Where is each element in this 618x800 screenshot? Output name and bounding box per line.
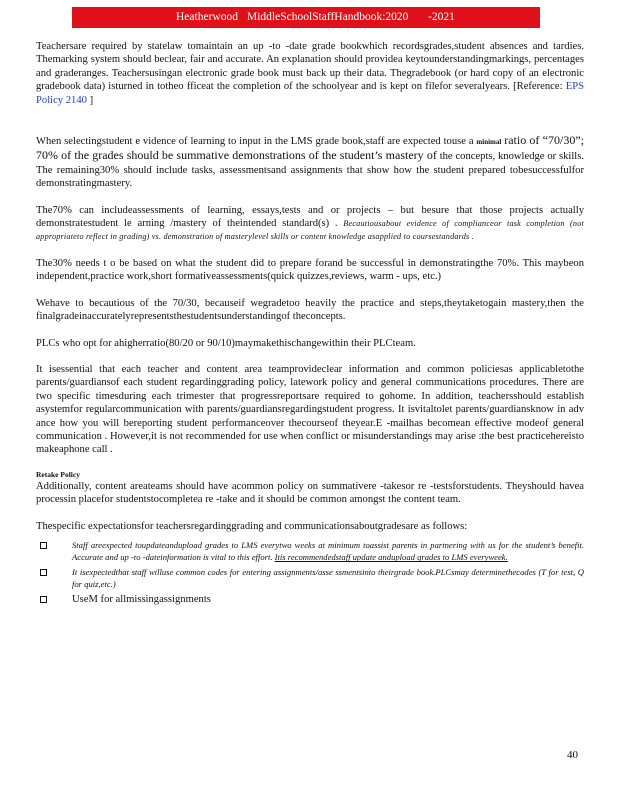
- bullet-1-text: Staff areexpected toupdateandupload grades to LMS everytwo weeks at minimum toassist parents in partnering with us for the student’s benefit. Accurate and up -to -dateinformation is vital to this effort.: [72, 539, 584, 563]
- minimal-keyword: minimal: [476, 138, 502, 147]
- page-number: 40: [567, 749, 578, 761]
- retake-policy-heading: Retake Policy: [36, 469, 80, 479]
- seventy-percent-caution: Becautiousabout evidence of complianceor task completion (not appropriateto reflect in grading) vs. demonstration of masterylevel skills or content knowledge asapplied to coursestandards .: [36, 219, 584, 242]
- grade-ratio-paragraph: [36, 134, 584, 191]
- communication-paragraph: It isessential that each teacher and content area teamprovideclear information and common policiesas applicabletothe parents/guardiansof each student regardinggrading policy, latework policy and general communications procedures. There are two specific timesduring each trimester that progressreportsare required to gohome. In addition, teachersshould establish asystemfor regularcommunication with parents/guardiansregardingstudent progress. It isvitaltolet parents/guardiansknow in adv ance how you will bereporting student performanceover thecourseof theyear.E -mailhas becomean effective modeof general communication . However,it is not recommended for use when conflict or misunderstandings may arise :the best practicehereisto makeaphone call .: [36, 363, 584, 456]
- document-header-bar: [72, 7, 540, 28]
- grade-ratio-intro: When selectingstudent e vidence of learning to input in the LMS grade book,staff are expected touse a: [36, 136, 474, 148]
- caution-paragraph: Wehave to becautious of the 70/30, becauseif wegradetoo heavily the practice and steps,theytaketogain mastery,then the finalgradeinaccuratelyrepresentsthestudentsunderstandingof theconcepts.: [36, 297, 584, 323]
- bullet-1-recommendation: Itis recommendedstaff update andupload grades to LMS everyweek.: [274, 552, 508, 563]
- checkbox-bullet-icon: [40, 542, 47, 549]
- reference-close-bracket: ]: [89, 94, 94, 106]
- retake-policy-paragraph: Additionally, content areateams should have acommon policy on summativere -takesor re -testsforstudents. Theyshould havea processin placefor studentstocompletea re -take and it should be common amongst the content team.: [36, 480, 584, 506]
- list-item: [36, 566, 584, 591]
- header-handbook-title: MiddleSchoolStaffHandbook:2020: [247, 11, 409, 23]
- expectations-list: [36, 539, 584, 606]
- header-school-name: Heatherwood: [176, 11, 238, 23]
- bullet-3-text: UseM for allmissingassignments: [72, 593, 211, 605]
- seventy-percent-paragraph: [36, 204, 584, 244]
- plc-ratio-paragraph: PLCs who opt for ahigherratio(80/20 or 90/10)maymakethischangewithin their PLCteam.: [36, 337, 416, 349]
- list-item: [36, 539, 584, 564]
- bullet-2-text: It isexpectedthat staff willuse common codes for entering assignments/asse ssmentsinto theirgrade book.PLCsmay determinethecodes (T for test, Q for quiz,etc.): [72, 566, 584, 590]
- grade-ratio-rest: the concepts, knowledge or skills. The remaining30% should include tasks, assessmentsand assignments that show how the student prepared tobesuccessfulfor demonstratingmastery.: [36, 151, 585, 190]
- ratio-statement: ratio of “70/30”; 70% of the grades should be summative demonstrations of the student’s mastery of: [36, 133, 584, 163]
- list-item: [36, 593, 584, 606]
- seventy-percent-text: The70% can includeassessments of learning, essays,tests and or projects – but besure that those projects actually demonstratestudent le arning /mastery of theintended standard(s) .: [36, 204, 584, 230]
- checkbox-bullet-icon: [40, 569, 47, 576]
- thirty-percent-paragraph: The30% needs t o be based on what the student did to prepare forand be successful in demonstratingthe 70%. This maybeon independent,practice work,short formativeassessments(quick quizzes,reviews, warm - ups, etc.): [36, 257, 584, 283]
- expectations-intro-paragraph: Thespecific expectationsfor teachersregardinggrading and communicationsaboutgradesare as follows:: [36, 520, 468, 532]
- document-body: [36, 40, 584, 608]
- gradebook-requirements-text: Teachersare required by statelaw tomaintain an up -to -date grade bookwhich recordsgrades,student absences and tardies. Themarking system should beclear, fair and accurate. An explanation should providea keytounderstandingmarkings, percentages and graderanges. Teachersusingan electronic grade book must back up their data. Thegradebook (or hard copy of an electronic gradebook data) isturned in totheo fficeat the completion of the schoolyear and is kept on filefor severalyears. [Reference:: [36, 41, 584, 93]
- eps-policy-link[interactable]: EPS Policy 2140: [36, 81, 584, 106]
- checkbox-bullet-icon: [40, 596, 47, 603]
- gradebook-requirements-paragraph: [36, 40, 584, 107]
- header-school-year: -2021: [428, 11, 455, 23]
